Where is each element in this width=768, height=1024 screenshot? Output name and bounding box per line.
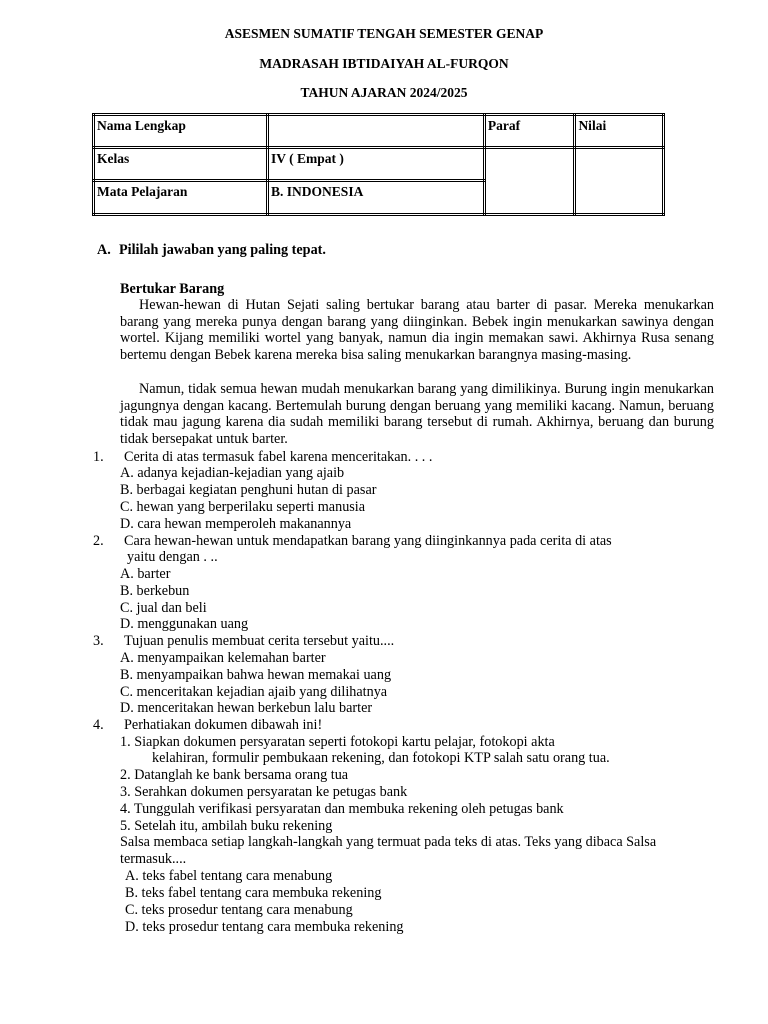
paraf-label: Paraf bbox=[484, 115, 575, 148]
class-value: IV ( Empat ) bbox=[268, 148, 485, 181]
story-title: Bertukar Barang bbox=[120, 281, 225, 297]
q4-step-5: 5. Setelah itu, ambilah buku rekening bbox=[120, 818, 333, 834]
q3-option-c: C. menceritakan kejadian ajaib yang dilihatnya bbox=[120, 684, 388, 700]
q3-option-b: B. menyampaikan bahwa hewan memakai uang bbox=[120, 667, 392, 683]
q4-step-3: 3. Serahkan dokumen persyaratan ke petugas bank bbox=[120, 784, 408, 800]
q4-prompt-continued: termasuk.... bbox=[120, 851, 187, 867]
class-label: Kelas bbox=[94, 148, 268, 181]
q4-option-b: B. teks fabel tentang cara membuka rekening bbox=[125, 885, 382, 901]
name-label: Nama Lengkap bbox=[94, 115, 268, 148]
q3-option-a: A. menyampaikan kelemahan barter bbox=[120, 650, 326, 666]
q1-option-d: D. cara hewan memperoleh makanannya bbox=[120, 516, 352, 532]
nilai-box bbox=[575, 148, 664, 215]
q4-step-4: 4. Tunggulah verifikasi persyaratan dan membuka rekening oleh petugas bank bbox=[120, 801, 564, 817]
section-letter: A. bbox=[97, 242, 111, 258]
section-instruction: Pililah jawaban yang paling tepat. bbox=[119, 242, 326, 258]
story-paragraph-1 bbox=[120, 297, 714, 364]
q2-option-b: B. berkebun bbox=[120, 583, 190, 599]
paraf-box bbox=[484, 148, 575, 215]
exam-title: ASESMEN SUMATIF TENGAH SEMESTER GENAP bbox=[224, 26, 544, 41]
q4-step-1: 1. Siapkan dokumen persyaratan seperti fotokopi kartu pelajar, fotokopi akta bbox=[120, 734, 555, 750]
subject-label: Mata Pelajaran bbox=[94, 181, 268, 215]
q2-option-c: C. jual dan beli bbox=[120, 600, 207, 616]
q1-option-a: A. adanya kejadian-kejadian yang ajaib bbox=[120, 465, 345, 481]
nilai-label: Nilai bbox=[575, 115, 664, 148]
q1-text: Cerita di atas termasuk fabel karena menceritakan. . . . bbox=[124, 449, 433, 465]
subject-value: B. INDONESIA bbox=[268, 181, 485, 215]
q4-step-2: 2. Datanglah ke bank bersama orang tua bbox=[120, 767, 349, 783]
q1-option-c: C. hewan yang berperilaku seperti manusia bbox=[120, 499, 366, 515]
q2-number: 2. bbox=[93, 533, 104, 549]
q4-text: Perhatiakan dokumen dibawah ini! bbox=[124, 717, 323, 733]
q4-prompt: Salsa membaca setiap langkah-langkah yang termuat pada teks di atas. Teks yang dibaca Salsa bbox=[120, 834, 657, 850]
q4-option-c: C. teks prosedur tentang cara menabung bbox=[125, 902, 353, 918]
q4-number: 4. bbox=[93, 717, 104, 733]
q3-option-d: D. menceritakan hewan berkebun lalu barter bbox=[120, 700, 373, 716]
story-paragraph-2-text: Namun, tidak semua hewan mudah menukarkan barang yang dimilikinya. Burung ingin menukarkan jagungnya dengan kacang. Bertemulah burung dengan beruang yang memiliki kacang. Namun, beruang tidak mau jagung karena dia sudah memiliki barang tersebut di rumah. Akhirnya, beruang dan burung tidak bersepakat untuk barter. bbox=[120, 381, 714, 448]
q2-option-d: D. menggunakan uang bbox=[120, 616, 249, 632]
q2-option-a: A. barter bbox=[120, 566, 171, 582]
q1-number: 1. bbox=[93, 449, 104, 465]
q4-option-d: D. teks prosedur tentang cara membuka rekening bbox=[125, 919, 404, 935]
q3-number: 3. bbox=[93, 633, 104, 649]
q2-text: Cara hewan-hewan untuk mendapatkan barang yang diinginkannya pada cerita di atas bbox=[124, 533, 612, 549]
q4-option-a: A. teks fabel tentang cara menabung bbox=[125, 868, 333, 884]
q2-text-continued: yaitu dengan . .. bbox=[127, 549, 218, 565]
student-info-table bbox=[92, 113, 665, 216]
school-name: MADRASAH IBTIDAIYAH AL-FURQON bbox=[259, 56, 509, 71]
q3-text: Tujuan penulis membuat cerita tersebut yaitu.... bbox=[124, 633, 395, 649]
section-a-heading bbox=[97, 242, 326, 258]
story-paragraph-2 bbox=[120, 381, 714, 448]
q1-option-b: B. berbagai kegiatan penghuni hutan di pasar bbox=[120, 482, 377, 498]
name-value bbox=[268, 115, 485, 148]
academic-year: TAHUN AJARAN 2024/2025 bbox=[300, 85, 468, 100]
q4-step-1-continued: kelahiran, formulir pembukaan rekening, dan fotokopi KTP salah satu orang tua. bbox=[152, 750, 610, 766]
story-paragraph-1-text: Hewan-hewan di Hutan Sejati saling bertukar barang atau barter di pasar. Mereka menukarkan barang yang mereka punya dengan barang yang diinginkan. Bebek ingin menukarkan sawinya dengan wortel. Kijang memiliki wortel yang banyak, namun dia ingin memakan sawi. Akhirnya Rusa senang bertemu dengan Bebek karena mereka bisa saling menukarkan barangnya masing-masing. bbox=[120, 297, 714, 364]
